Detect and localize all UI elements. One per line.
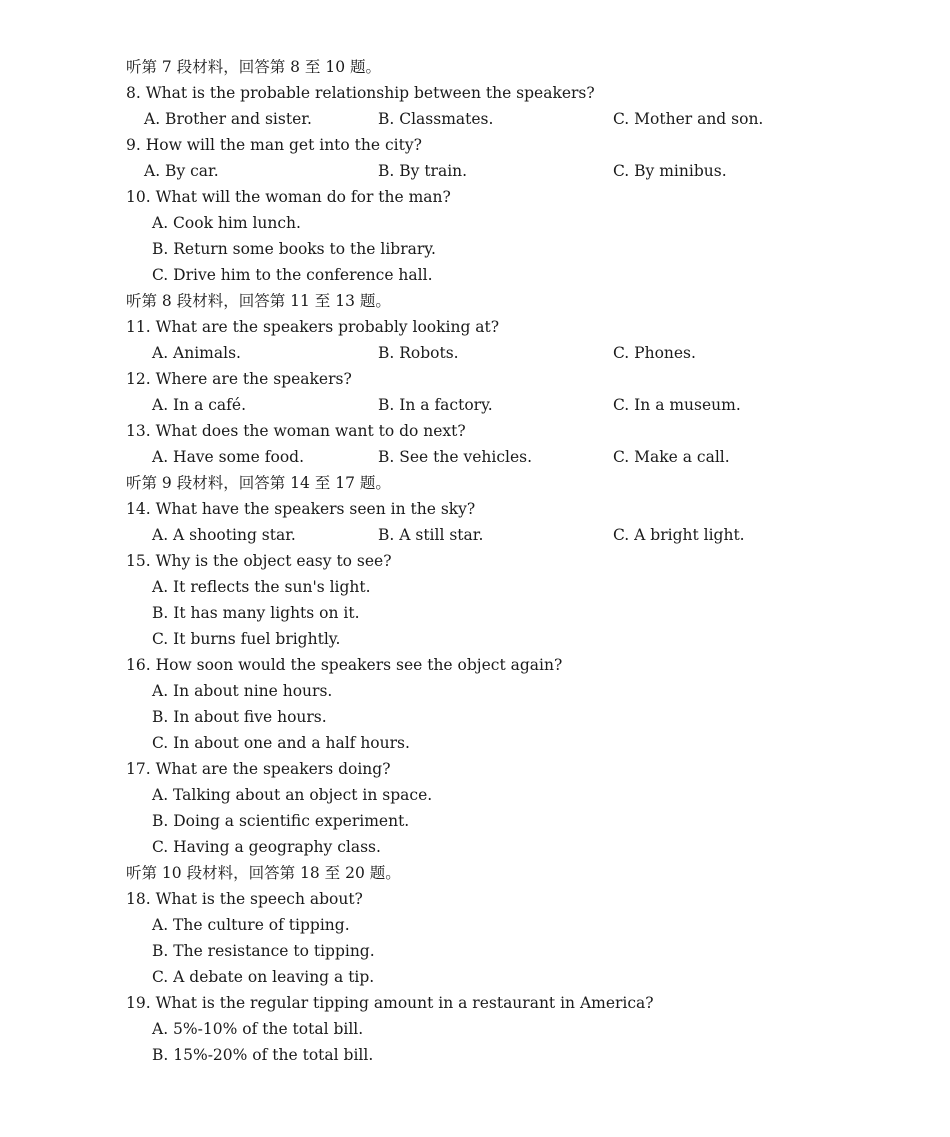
answer-option: C. Having a geography class.: [152, 838, 381, 856]
answer-option: C. Drive him to the conference hall.: [152, 266, 433, 284]
option-row: [126, 522, 906, 548]
answer-option: B. 15%-20% of the total bill.: [152, 1046, 374, 1064]
answer-option: A. 5%-10% of the total bill.: [152, 1020, 364, 1038]
answer-option: B. A still star.: [378, 526, 484, 544]
answer-option: A. A shooting star.: [152, 526, 296, 544]
answer-option: A. Animals.: [152, 344, 241, 362]
question-text: 14. What have the speakers seen in the sky?: [126, 500, 476, 518]
answer-option: C. Make a call.: [613, 448, 730, 466]
answer-option: C. A debate on leaving a tip.: [152, 968, 375, 986]
answer-option: B. See the vehicles.: [378, 448, 533, 466]
question-text: 19. What is the regular tipping amount in a restaurant in America?: [126, 994, 654, 1012]
section-header: 听第 10 段材料，回答第 18 至 20 题。: [126, 864, 401, 882]
option-row: [126, 340, 906, 366]
question-text: 16. How soon would the speakers see the object again?: [126, 656, 563, 674]
answer-option: A. In about nine hours.: [152, 682, 333, 700]
question-text: 8. What is the probable relationship between the speakers?: [126, 84, 595, 102]
answer-option: B. Classmates.: [378, 110, 494, 128]
question-text: 13. What does the woman want to do next?: [126, 422, 466, 440]
section-header: 听第 8 段材料，回答第 11 至 13 题。: [126, 292, 391, 310]
answer-option: A. Talking about an object in space.: [152, 786, 433, 804]
answer-option: C. Mother and son.: [613, 110, 764, 128]
answer-option: B. Robots.: [378, 344, 459, 362]
option-row: [126, 106, 906, 132]
answer-option: A. Cook him lunch.: [152, 214, 301, 232]
answer-option: A. It reflects the sun's light.: [152, 578, 371, 596]
answer-option: A. The culture of tipping.: [152, 916, 350, 934]
listening-section: [126, 54, 906, 1068]
question-text: 10. What will the woman do for the man?: [126, 188, 451, 206]
answer-option: C. It burns fuel brightly.: [152, 630, 341, 648]
answer-option: B. In a factory.: [378, 396, 493, 414]
answer-option: C. In a museum.: [613, 396, 741, 414]
question-text: 18. What is the speech about?: [126, 890, 363, 908]
answer-option: B. It has many lights on it.: [152, 604, 360, 622]
answer-option: C. A bright light.: [613, 526, 745, 544]
section-header: 听第 9 段材料，回答第 14 至 17 题。: [126, 474, 391, 492]
question-text: 11. What are the speakers probably looking at?: [126, 318, 500, 336]
question-text: 15. Why is the object easy to see?: [126, 552, 392, 570]
answer-option: A. By car.: [144, 162, 219, 180]
answer-option: B. The resistance to tipping.: [152, 942, 375, 960]
option-row: [126, 444, 906, 470]
question-text: 17. What are the speakers doing?: [126, 760, 391, 778]
answer-option: A. Have some food.: [152, 448, 304, 466]
answer-option: A. Brother and sister.: [144, 110, 312, 128]
answer-option: B. In about five hours.: [152, 708, 327, 726]
answer-option: B. By train.: [378, 162, 468, 180]
answer-option: C. In about one and a half hours.: [152, 734, 410, 752]
answer-option: C. By minibus.: [613, 162, 727, 180]
option-row: [126, 392, 906, 418]
option-row: [126, 158, 906, 184]
question-text: 9. How will the man get into the city?: [126, 136, 422, 154]
section-header: 听第 7 段材料，回答第 8 至 10 题。: [126, 58, 382, 76]
answer-option: C. Phones.: [613, 344, 696, 362]
answer-option: B. Return some books to the library.: [152, 240, 436, 258]
answer-option: B. Doing a scientific experiment.: [152, 812, 410, 830]
answer-option: A. In a café.: [152, 396, 247, 414]
question-text: 12. Where are the speakers?: [126, 370, 352, 388]
